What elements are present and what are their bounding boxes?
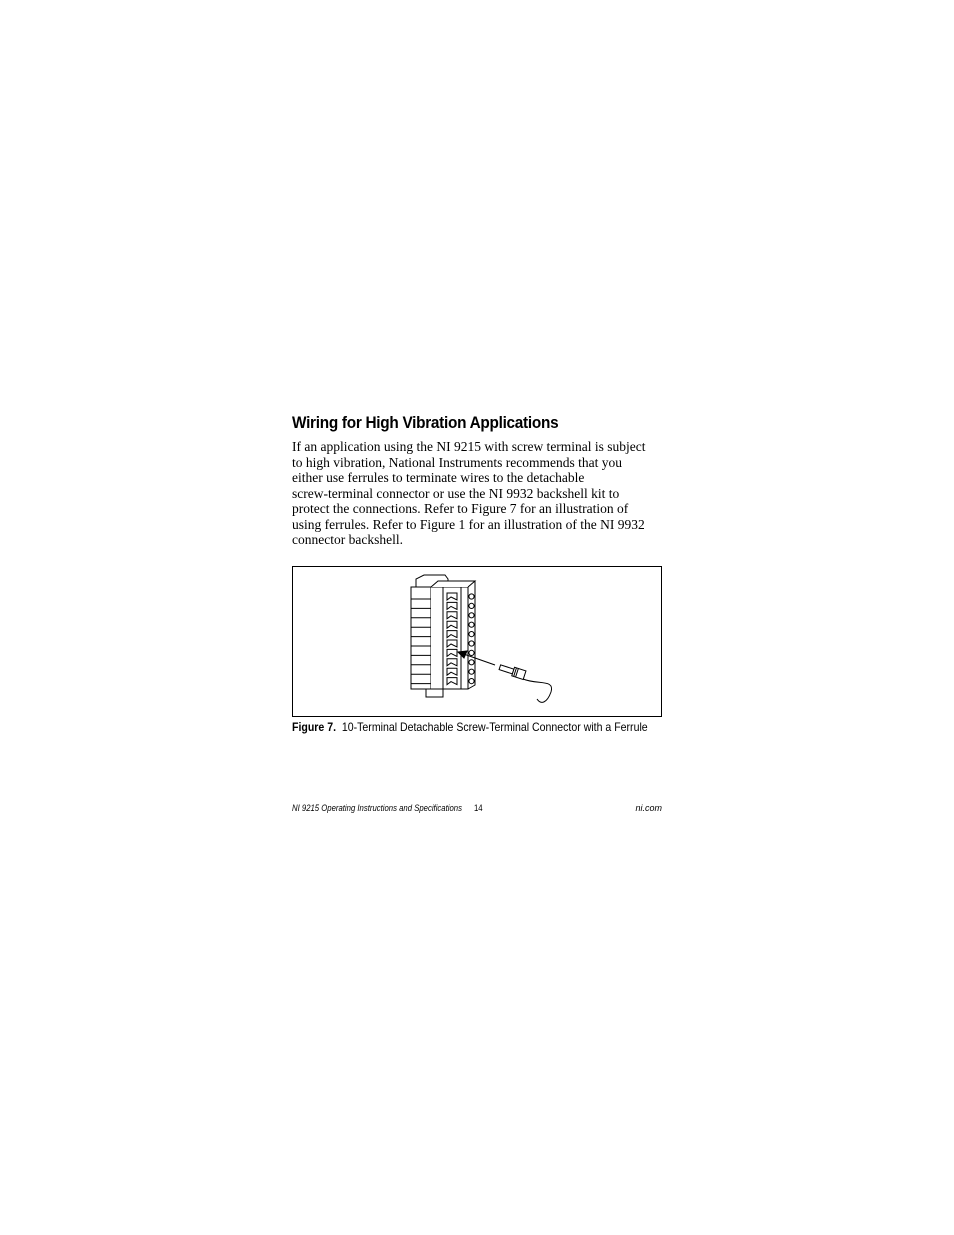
connector-ferrule-illustration	[293, 567, 661, 716]
footer-doc-title: NI 9215 Operating Instructions and Specifications	[292, 803, 462, 813]
figure-caption-text: 10-Terminal Detachable Screw-Terminal Connector with a Ferrule	[341, 720, 648, 734]
wire	[523, 679, 552, 702]
section-heading: Wiring for High Vibration Applications	[292, 414, 559, 432]
paragraph-line: using ferrules. Refer to Figure 1 for an illustration of the NI 9932	[292, 516, 645, 532]
terminal-screw	[469, 660, 474, 665]
section-paragraph	[292, 439, 664, 548]
figure-frame	[292, 566, 662, 717]
terminal-screw	[469, 679, 474, 684]
paragraph-line: protect the connections. Refer to Figure 7 for an illustration of	[292, 501, 629, 516]
terminal-screw	[469, 632, 474, 637]
terminal-screw	[469, 613, 474, 618]
terminal-screw	[469, 594, 474, 599]
figure-label: Figure 7.	[292, 720, 337, 734]
terminal-screws	[469, 594, 474, 684]
terminal-screw	[469, 641, 474, 646]
ferrule	[498, 663, 526, 680]
terminal-screw	[469, 669, 474, 674]
paragraph-line: to high vibration, National Instruments recommends that you	[292, 454, 622, 470]
footer-page-number: 14	[473, 803, 483, 813]
terminal-screw	[469, 603, 474, 608]
figure-caption	[292, 720, 648, 734]
terminal-screw	[469, 622, 474, 627]
footer-doc-info	[292, 803, 483, 813]
paragraph-line: screw-terminal connector or use the NI 9932 backshell kit to	[292, 485, 620, 501]
footer-website: ni.com	[635, 803, 662, 813]
connector-bottom-tab	[426, 689, 443, 697]
terminal-screw	[469, 650, 474, 655]
paragraph-line: If an application using the NI 9215 with screw terminal is subject	[292, 439, 646, 454]
paragraph-line: connector backshell.	[292, 532, 403, 547]
paragraph-line: either use ferrules to terminate wires to the detachable	[292, 470, 585, 485]
